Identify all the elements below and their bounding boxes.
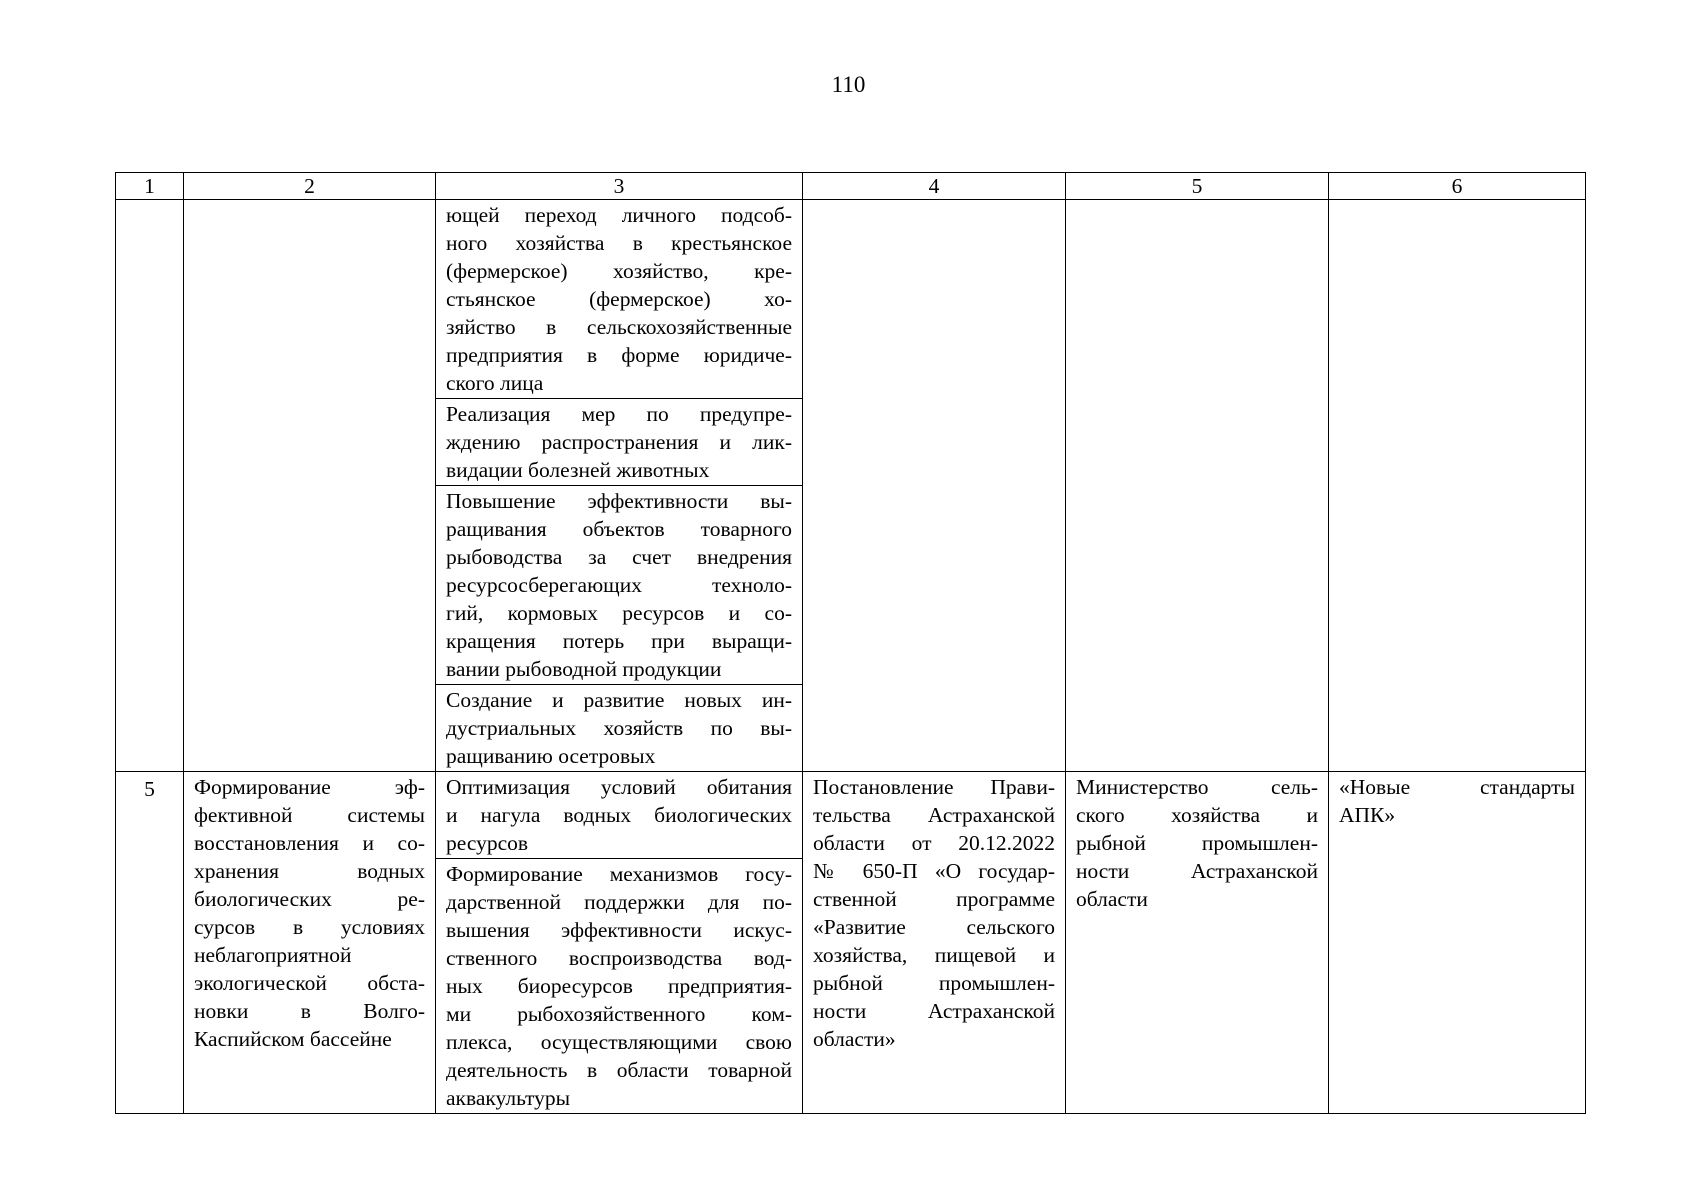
document-text-line: области»	[813, 1027, 896, 1051]
document-text-line: Постановление Прави-	[813, 775, 1055, 799]
measure-text-line: вышения эффективности искус-	[446, 918, 792, 942]
measure-text-line: и нагула водных биологических	[446, 803, 792, 827]
document-text-line: области от 20.12.2022	[813, 831, 1055, 855]
measure-cell	[436, 399, 803, 486]
responsible-cell	[1066, 772, 1329, 1114]
goal-text-line: сурсов в условиях	[194, 915, 425, 939]
document-text-line: «Развитие сельского	[813, 915, 1055, 939]
page-number: 110	[831, 72, 866, 97]
measure-text-line: видации болезней животных	[446, 458, 710, 482]
document-cell	[803, 772, 1066, 1114]
measure-text-line: ского лица	[446, 371, 544, 395]
measure-text-line: ми рыбохозяйственного ком-	[446, 1002, 792, 1026]
measures-table	[115, 172, 1586, 1114]
measure-text	[446, 860, 792, 1112]
header-col-3: 3	[436, 173, 803, 200]
measure-text-line: деятельность в области товарной	[446, 1058, 792, 1082]
measure-text-line: ресурсов	[446, 831, 529, 855]
header-col-5: 5	[1066, 173, 1329, 200]
measure-text-line: дарственной поддержки для по-	[446, 890, 792, 914]
responsible-text-line: Министерство сель-	[1076, 775, 1318, 799]
goal-text-line: экологической обста-	[194, 971, 425, 995]
responsible-text-line: ского хозяйства и	[1076, 803, 1318, 827]
measure-text-line: (фермерское) хозяйство, кре-	[446, 259, 792, 283]
goal-text-line: хранения водных	[194, 859, 425, 883]
measure-text-line: дустриальных хозяйств по вы-	[446, 716, 792, 740]
goal-text-line: новки в Волго-	[194, 999, 425, 1023]
project-text-line: АПК»	[1339, 803, 1396, 827]
measure-text	[446, 773, 792, 857]
measure-cell	[436, 685, 803, 772]
measure-text-line: ждению распространения и лик-	[446, 430, 792, 454]
measure-text-line: рыбоводства за счет внедрения	[446, 545, 792, 569]
project-cell	[1329, 772, 1586, 1114]
measure-text-line: Создание и развитие новых ин-	[446, 688, 792, 712]
goal-text-line: неблагоприятной	[194, 943, 352, 967]
project-text	[1339, 773, 1575, 829]
measure-text-line: Реализация мер по предупре-	[446, 402, 792, 426]
row-number-cell	[116, 200, 184, 772]
goal-text-line: биологических ре-	[194, 887, 425, 911]
measure-text-line: вании рыбоводной продукции	[446, 657, 722, 681]
measure-text	[446, 201, 792, 397]
measure-text	[446, 487, 792, 683]
document-text-line: ственной программе	[813, 887, 1055, 911]
responsible-text-line: ности Астраханской	[1076, 859, 1318, 883]
measure-text-line: ращивания объектов товарного	[446, 517, 792, 541]
measure-cell	[436, 200, 803, 399]
measure-text-line: ресурсосберегающих техноло-	[446, 573, 792, 597]
measure-text-line: зяйство в сельскохозяйственные	[446, 315, 792, 339]
document-text-line: тельства Астраханской	[813, 803, 1055, 827]
measure-text-line: Повышение эффективности вы-	[446, 489, 792, 513]
project-cell	[1329, 200, 1586, 772]
measure-text-line: гий, кормовых ресурсов и со-	[446, 601, 792, 625]
measure-text-line: Формирование механизмов госу-	[446, 862, 792, 886]
responsible-text-line: области	[1076, 887, 1148, 911]
measure-text-line: ющей переход личного подсоб-	[446, 203, 792, 227]
measure-text-line: ращиванию осетровых	[446, 744, 656, 768]
document-text-line: рыбной промышлен-	[813, 971, 1055, 995]
measure-cell	[436, 859, 803, 1114]
measure-text-line: предприятия в форме юридиче-	[446, 343, 792, 367]
measure-cell	[436, 486, 803, 685]
table-row	[116, 772, 1586, 859]
document-text-line: № 650-П «О государ-	[813, 859, 1055, 883]
measure-text	[446, 400, 792, 484]
measure-text	[446, 686, 792, 770]
goal-text-line: восстановления и со-	[194, 831, 425, 855]
document-text	[813, 773, 1055, 1053]
header-col-1: 1	[116, 173, 184, 200]
measure-cell	[436, 772, 803, 859]
document-text-line: хозяйства, пищевой и	[813, 943, 1055, 967]
responsible-cell	[1066, 200, 1329, 772]
measure-text-line: плекса, осуществляющими свою	[446, 1030, 792, 1054]
project-text-line: «Новые стандарты	[1339, 775, 1575, 799]
measure-text-line: Оптимизация условий обитания	[446, 775, 792, 799]
goal-text	[194, 773, 425, 1053]
document-text-line: ности Астраханской	[813, 999, 1055, 1023]
measure-text-line: аквакультуры	[446, 1086, 571, 1110]
goal-cell	[184, 200, 436, 772]
row-number-cell: 5	[116, 772, 184, 1114]
goal-text-line: фективной системы	[194, 803, 425, 827]
table-row	[116, 200, 1586, 399]
measure-text-line: кращения потерь при выращи-	[446, 629, 792, 653]
header-col-2: 2	[184, 173, 436, 200]
measure-text-line: стьянское (фермерское) хо-	[446, 287, 792, 311]
table-header-row	[116, 173, 1586, 200]
responsible-text	[1076, 773, 1318, 913]
goal-text-line: Формирование эф-	[194, 775, 425, 799]
responsible-text-line: рыбной промышлен-	[1076, 831, 1318, 855]
header-col-6: 6	[1329, 173, 1586, 200]
header-col-4: 4	[803, 173, 1066, 200]
measure-text-line: ного хозяйства в крестьянское	[446, 231, 792, 255]
measure-text-line: ственного воспроизводства вод-	[446, 946, 792, 970]
goal-cell	[184, 772, 436, 1114]
document-cell	[803, 200, 1066, 772]
measure-text-line: ных биоресурсов предприятия-	[446, 974, 792, 998]
goal-text-line: Каспийском бассейне	[194, 1027, 392, 1051]
